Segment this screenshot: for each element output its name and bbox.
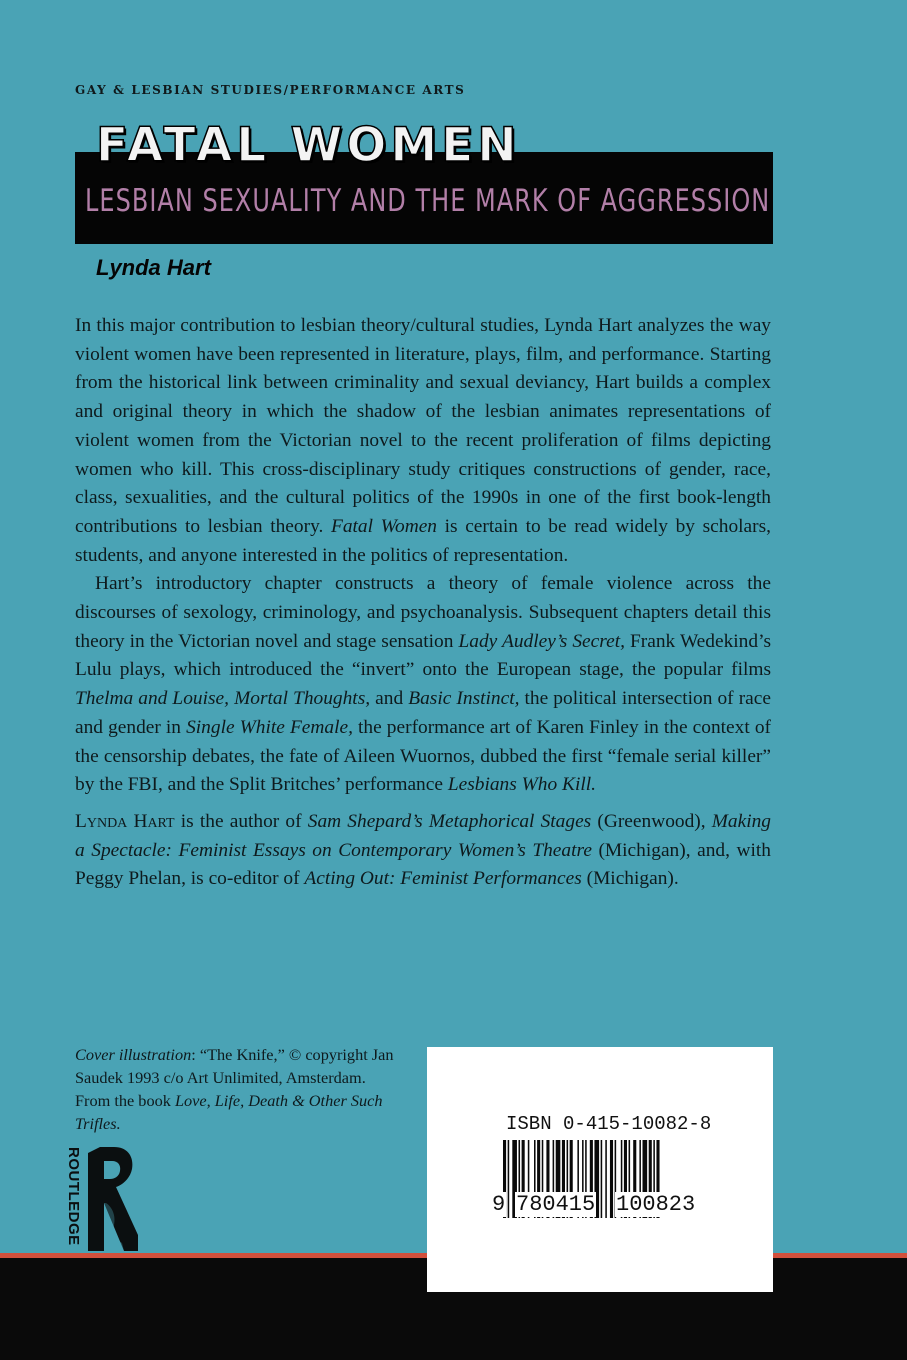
series-label: GAY & LESBIAN STUDIES/PERFORMANCE ARTS [75,83,466,97]
blurb [75,312,771,894]
publisher-name: ROUTLEDGE [65,1147,82,1246]
author-name: Lynda Hart [96,255,211,280]
blurb-paragraph-1: In this major contribution to lesbian theory/cultural studies, Lynda Hart analyzes the way violent women have been represented in literature, plays, film, and performance. Starting from the historical link between criminality and sexual deviancy, Hart builds a complex and original theory in which the shadow of the lesbian animates representations of violent women from the Victorian novel to the recent proliferation of films depicting women who kill. This cross-disciplinary study critiques constructions of gender, race, class, sexualities, and the cultural politics of the 1990s in one of the first book-length contributions to lesbian theory. Fatal Women is certain to be read widely by scholars, students, and anyone interested in the politics of representation. [75,315,772,566]
book-title: FATAL WOMEN [96,118,521,173]
blurb-paragraph-2: Hart’s introductory chapter constructs a theory of female violence across the discourses of sexology, criminology, and psychoanalysis. Subsequent chapters detail this theory in the Victorian novel and stage sensation Lady Audley’s Secret, Frank Wedekind’s Lulu plays, which introduced the “invert” onto the European stage, the popular films Thelma and Louise, Mortal Thoughts, and Basic Instinct, the political intersection of race and gender in Single White Female, the performance art of Karen Finley in the context of the censorship debates, the fate of Aileen Wuornos, dubbed the first “female serial killer” by the FBI, and the Split Britches’ performance Lesbians Who Kill. [75,573,772,796]
barcode-digit-right: 100823 [616,1192,696,1217]
author-bio: Lynda Hart is the author of Sam Shepard’s Metaphorical Stages (Greenwood), Making a Spectacle: Feminist Essays on Contemporary Women’s Theatre (Michigan), and, with Peggy Phelan, is co-editor of Acting Out: Feminist Performances (Michigan). [75,810,771,890]
isbn-label: ISBN 0-415-10082-8 [506,1113,712,1135]
barcode-digits [492,1192,713,1222]
book-subtitle: LESBIAN SEXUALITY AND THE MARK OF AGGRESSION [85,183,771,219]
barcode-digit-prefix: 9 [492,1192,506,1217]
barcode-digit-left: 780415 [516,1192,596,1217]
cover-credit: Cover illustration: “The Knife,” © copyright Jan Saudek 1993 c/o Art Unlimited, Amsterdam. From the book Love, Life, Death & Other Such Trifles. [75,1045,394,1133]
routledge-logo-icon [66,1143,146,1255]
